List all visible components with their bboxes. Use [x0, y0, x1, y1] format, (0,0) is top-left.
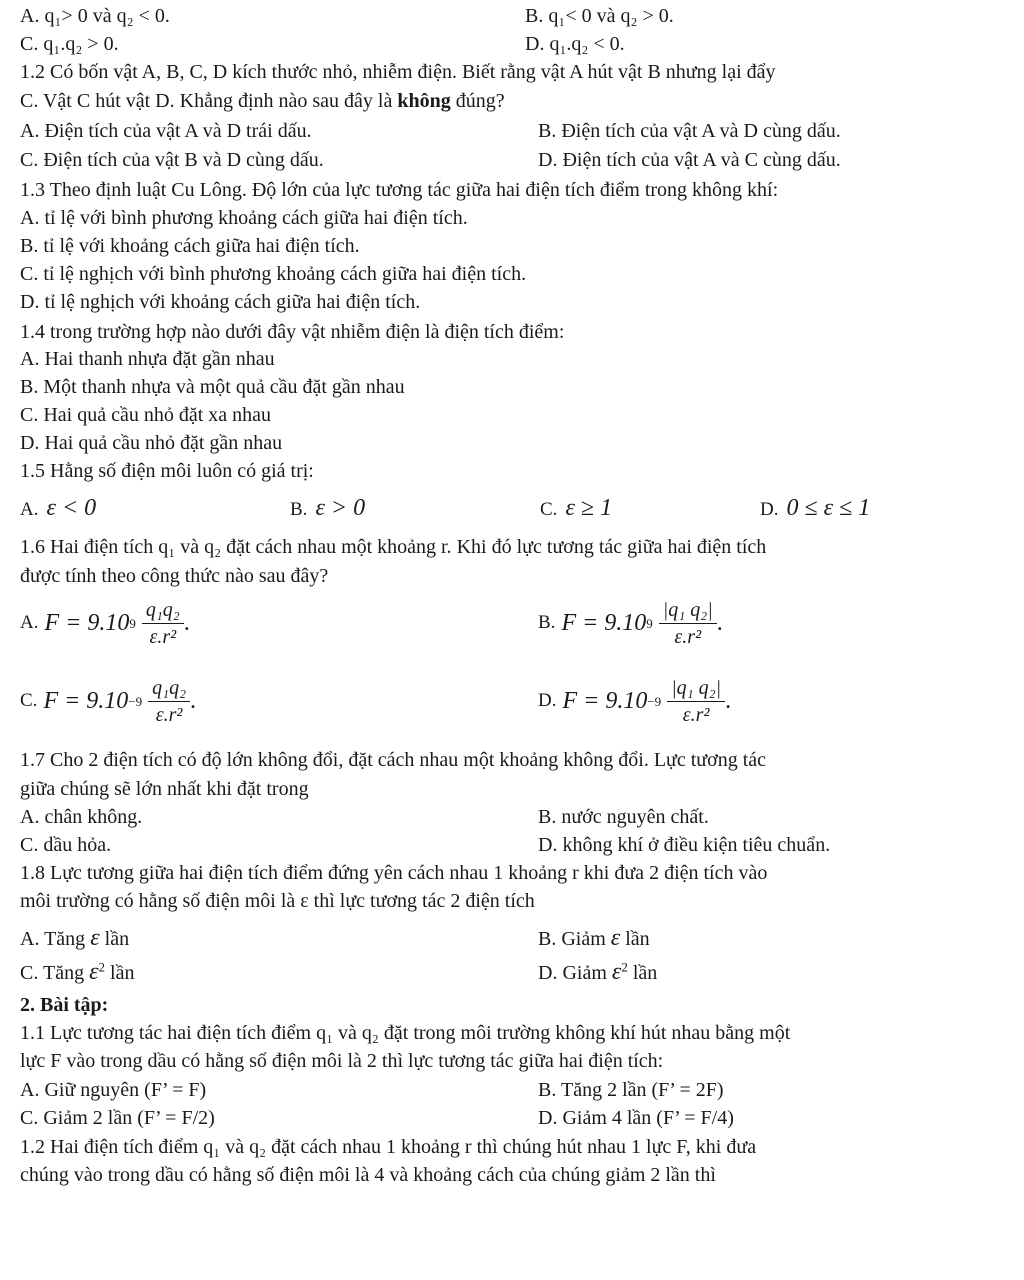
q15-option-c-label: C.	[540, 499, 558, 520]
q12-option-b: B. Điện tích của vật A và D cùng dấu.	[538, 120, 841, 142]
q15-option-d	[760, 494, 870, 523]
q17-stem-line2: giữa chúng sẽ lớn nhất khi đặt trong	[20, 778, 309, 800]
q18-option-b	[538, 924, 650, 953]
q16-option-d-denominator: ε.r²	[682, 704, 710, 726]
q16-option-b-lhs: F = 9.10	[561, 610, 647, 637]
q18-stem-line2: môi trường có hằng số điện môi là ε thì lực tương tác 2 điện tích	[20, 890, 535, 912]
q16-option-d-end: .	[725, 688, 732, 715]
q13-option-b: B. tỉ lệ với khoảng cách giữa hai điện tích.	[20, 235, 360, 257]
q15-option-b-expression: ε > 0	[315, 495, 366, 521]
q16-option-b-numerator: |q₁ q₂|	[659, 598, 717, 624]
q18-option-a-text: A. Tăng	[20, 928, 91, 950]
q15-option-a-expression: ε < 0	[46, 495, 97, 521]
q16-option-d: D. F = 9.10 −9 $\frac{\text{|q₁ q₂|}}{\text{ε.r²}}$ .	[538, 677, 732, 726]
q16-stem-line2: được tính theo công thức nào sau đây?	[20, 565, 329, 587]
q16-option-d-label: D.	[538, 690, 557, 712]
q18-option-d-unit: lần	[627, 962, 658, 984]
q15-option-c	[540, 494, 612, 523]
q11-option-b: B. q₁< 0 và q₂ > 0.	[525, 5, 674, 27]
q17-stem-line1: 1.7 Cho 2 điện tích có độ lớn không đổi, đặt cách nhau một khoảng không đổi. Lực tương tác	[20, 749, 767, 771]
ex11-option-b: B. Tăng 2 lần (F’ = 2F)	[538, 1079, 724, 1101]
q18-option-d	[538, 958, 657, 987]
q18-option-d-power: 2	[621, 959, 628, 975]
section-2-title: 2. Bài tập:	[20, 994, 109, 1016]
q15-option-b-label: B.	[290, 499, 308, 520]
q11-option-a: A. q₁> 0 và q₂ < 0.	[20, 5, 170, 27]
q14-option-c: C. Hai quả cầu nhỏ đặt xa nhau	[20, 404, 272, 426]
q16-option-a-lhs: F = 9.10	[44, 610, 130, 637]
q13-option-c: C. tỉ lệ nghịch với bình phương khoảng cách giữa hai điện tích.	[20, 263, 527, 285]
q16-option-b-label: B.	[538, 612, 556, 634]
q16-option-a-denominator: ε.r²	[149, 626, 177, 648]
ex11-option-d: D. Giảm 4 lần (F’ = F/4)	[538, 1107, 734, 1129]
q12-stem-line1: 1.2 Có bốn vật A, B, C, D kích thước nhỏ, nhiễm điện. Biết rằng vật A hút vật B nhưng lại đẩy	[20, 61, 776, 83]
q14-option-d: D. Hai quả cầu nhỏ đặt gần nhau	[20, 432, 283, 454]
q18-stem-line1: 1.8 Lực tương giữa hai điện tích điểm đứng yên cách nhau 1 khoảng r khi đưa 2 điện tích vào	[20, 862, 768, 884]
q16-option-c-label: C.	[20, 690, 38, 712]
q18-option-a	[20, 924, 129, 953]
ex11-stem-line1: 1.1 Lực tương tác hai điện tích điểm q₁ và q₂ đặt trong môi trường không khí hút nhau bằng một	[20, 1022, 791, 1044]
ex11-option-a: A. Giữ nguyên (F’ = F)	[20, 1079, 207, 1101]
q16-option-c-numerator: q₁q₂	[148, 676, 190, 702]
q13-option-d: D. tỉ lệ nghịch với khoảng cách giữa hai điện tích.	[20, 291, 421, 313]
q16-option-c-denominator: ε.r²	[155, 704, 183, 726]
q15-stem: 1.5 Hằng số điện môi luôn có giá trị:	[20, 460, 314, 482]
q16-option-c-lhs: F = 9.10	[43, 688, 129, 715]
q18-option-c-power: 2	[98, 959, 106, 975]
ex12-stem-line1: 1.2 Hai điện tích điểm q₁ và q₂ đặt cách nhau 1 khoảng r thì chúng hút nhau 1 lực F, khi đưa	[20, 1136, 757, 1158]
q16-option-b-end: .	[716, 610, 723, 637]
q18-option-a-unit: lần	[99, 928, 130, 950]
q16-option-c-end: .	[190, 688, 197, 715]
q16-option-d-fraction	[667, 676, 725, 727]
q16-option-a-end: .	[183, 610, 190, 637]
q12-stem-emphasis: không	[397, 90, 451, 112]
q18-option-b-unit: lần	[620, 928, 650, 950]
q11-option-c: C. q₁.q₂ > 0.	[20, 33, 119, 55]
q18-option-c-epsilon: ε	[89, 959, 99, 985]
q18-option-d-epsilon: ε	[611, 959, 622, 985]
q17-option-c: C. dầu hỏa.	[20, 834, 112, 856]
q14-option-b: B. Một thanh nhựa và một quả cầu đặt gần nhau	[20, 376, 405, 398]
q16-option-b-fraction	[659, 598, 717, 649]
q15-option-a	[20, 494, 96, 523]
q12-stem-line2	[20, 89, 505, 113]
ex12-stem-line2: chúng vào trong dầu có hằng số điện môi là 4 và khoảng cách của chúng giảm 2 lần thì	[20, 1164, 716, 1186]
q17-option-a: A. chân không.	[20, 806, 143, 828]
q17-option-d: D. không khí ở điều kiện tiêu chuẩn.	[538, 834, 831, 856]
q15-option-d-expression: 0 ≤ ε ≤ 1	[786, 495, 871, 521]
q15-option-c-expression: ε ≥ 1	[565, 495, 613, 521]
q18-option-d-text: D. Giảm	[538, 962, 612, 984]
q12-option-c: C. Điện tích của vật B và D cùng dấu.	[20, 149, 324, 171]
q16-option-c: C. F = 9.10 −9 $\frac{\text{q₁q₂}}{\text{ε.r²}}$ .	[20, 677, 197, 726]
q12-stem-text: C. Vật C hút vật D. Khẳng định nào sau đây là	[20, 90, 398, 112]
ex11-stem-line2: lực F vào trong dầu có hằng số điện môi là 2 thì lực tương tác giữa hai điện tích:	[20, 1050, 664, 1072]
q16-option-d-lhs: F = 9.10	[562, 688, 648, 715]
q15-option-b	[290, 494, 365, 523]
q18-option-a-epsilon: ε	[90, 925, 100, 951]
q17-option-b: B. nước nguyên chất.	[538, 806, 709, 828]
q12-option-a: A. Điện tích của vật A và D trái dấu.	[20, 120, 312, 142]
q11-option-d: D. q₁.q₂ < 0.	[525, 33, 625, 55]
q13-option-a: A. tỉ lệ với bình phương khoảng cách giữa hai điện tích.	[20, 207, 468, 229]
q14-option-a: A. Hai thanh nhựa đặt gần nhau	[20, 348, 275, 370]
q12-option-d: D. Điện tích của vật A và C cùng dấu.	[538, 149, 841, 171]
q16-option-a-label: A.	[20, 612, 39, 634]
q18-option-c-text: C. Tăng	[20, 962, 90, 984]
q16-option-c-fraction	[148, 676, 190, 727]
q18-option-c-unit: lần	[105, 962, 135, 984]
ex11-option-c: C. Giảm 2 lần (F’ = F/2)	[20, 1107, 215, 1129]
q16-option-a-fraction	[142, 598, 184, 649]
q18-option-b-epsilon: ε	[610, 925, 621, 951]
q16-option-b-denominator: ε.r²	[674, 626, 702, 648]
q12-stem-end: đúng?	[450, 90, 505, 112]
q18-option-c	[20, 958, 134, 987]
q16-option-a-numerator: q₁q₂	[142, 598, 184, 624]
q18-option-b-text: B. Giảm	[538, 928, 611, 950]
q16-option-b: B. F = 9.10 9 $\frac{\text{|q₁ q₂|}}{\text{ε.r²}}$ .	[538, 599, 723, 648]
q15-option-a-label: A.	[20, 499, 39, 520]
q14-stem: 1.4 trong trường hợp nào dưới đây vật nhiễm điện là điện tích điểm:	[20, 321, 565, 343]
q15-option-d-label: D.	[760, 499, 779, 520]
q13-stem: 1.3 Theo định luật Cu Lông. Độ lớn của lực tương tác giữa hai điện tích điểm trong không khí:	[20, 179, 779, 201]
q16-stem-line1: 1.6 Hai điện tích q₁ và q₂ đặt cách nhau một khoảng r. Khi đó lực tương tác giữa hai điện tích	[20, 536, 767, 558]
q16-option-d-numerator: |q₁ q₂|	[667, 676, 725, 702]
q16-option-a: A. F = 9.10 9 $\frac{\text{q₁q₂}}{\text{ε.r²}}$ .	[20, 599, 190, 648]
